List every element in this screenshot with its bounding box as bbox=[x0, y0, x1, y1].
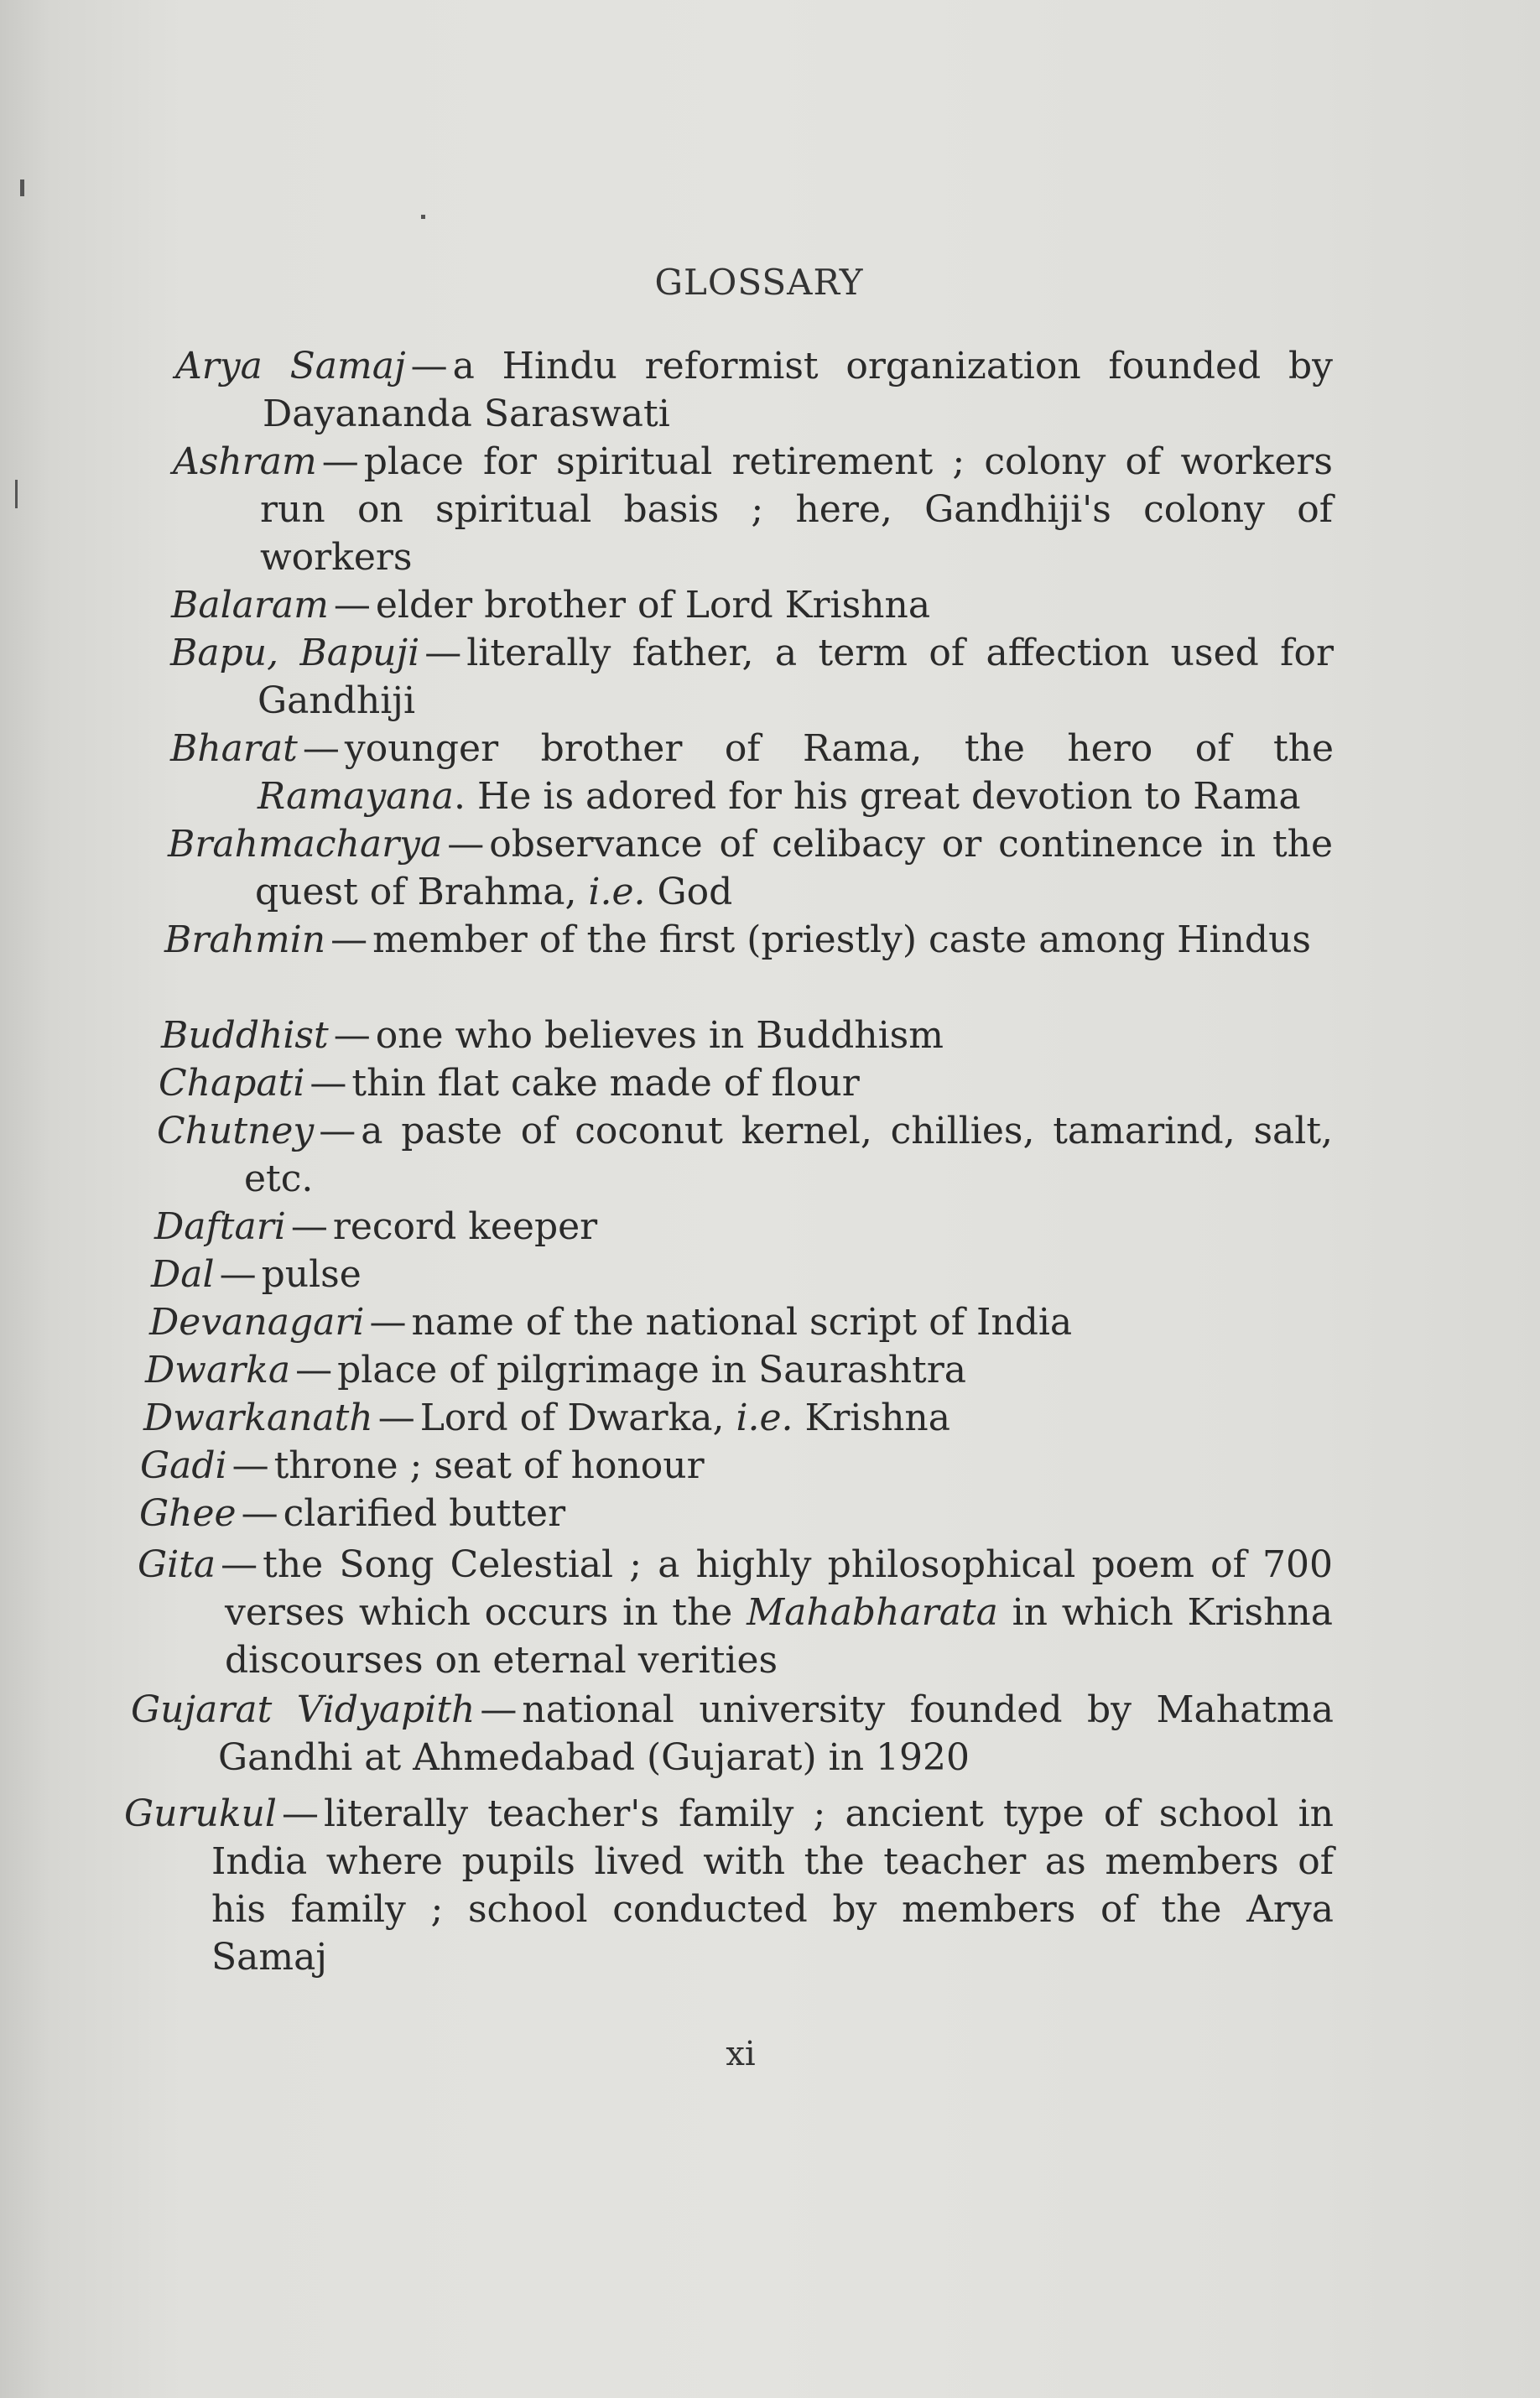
glossary-entry: Chapati — thin flat cake made of flour bbox=[159, 1062, 860, 1105]
glossary-entry: Brahmin — member of the first (priestly) caste among Hindus bbox=[164, 918, 1312, 961]
glossary-definition: place for spiritual retirement ; colony of workers run on spiritual basis ; here, Gandhiji's colony of workers bbox=[260, 440, 1333, 579]
glossary-entry: Balaram — elder brother of Lord Krishna bbox=[171, 584, 931, 627]
glossary-term: Dwarkanath bbox=[143, 1397, 373, 1439]
glossary-entry: Bapu, Bapuji — literally father, a term of affection used for Gandhiji bbox=[170, 632, 1334, 722]
glossary-entry: Brahmacharya — observance of celibacy or continence in the quest of Brahma, i.e. God bbox=[168, 823, 1333, 913]
glossary-definition: place of pilgrimage in Saurashtra bbox=[337, 1349, 966, 1391]
glossary-term: Dwarka bbox=[145, 1349, 291, 1391]
glossary-definition: younger brother of Rama, the hero of the bbox=[344, 727, 1334, 770]
glossary-entry: Ghee — clarified butter bbox=[139, 1492, 566, 1535]
book-title: Ramayana bbox=[258, 775, 454, 818]
glossary-definition: clarified butter bbox=[283, 1492, 566, 1535]
glossary-term: Brahmin bbox=[164, 918, 326, 961]
glossary-term: Ashram bbox=[173, 440, 317, 483]
page-number: xi bbox=[726, 2035, 756, 2073]
margin-speck bbox=[421, 215, 425, 219]
glossary-term: Daftari bbox=[154, 1205, 286, 1248]
glossary-term: Chutney bbox=[157, 1110, 315, 1152]
glossary-term: Gujarat Vidyapith bbox=[131, 1688, 476, 1731]
abbreviation: i.e. bbox=[736, 1397, 793, 1439]
glossary-entry: Chutney — a paste of coconut kernel, chillies, tamarind, salt, etc. bbox=[157, 1110, 1333, 1200]
glossary-definition: God bbox=[645, 871, 733, 913]
glossary-definition: name of the national script of India bbox=[411, 1301, 1073, 1344]
glossary-definition: Lord of Dwarka, bbox=[419, 1397, 736, 1439]
margin-speck bbox=[15, 480, 18, 508]
margin-speck bbox=[20, 179, 24, 196]
glossary-term: Gurukul bbox=[124, 1792, 277, 1835]
glossary-entry: Dal — pulse bbox=[151, 1253, 362, 1296]
glossary-term: Buddhist bbox=[161, 1014, 329, 1057]
glossary-definition: throne ; seat of honour bbox=[273, 1444, 705, 1487]
glossary-definition: thin flat cake made of flour bbox=[351, 1062, 860, 1105]
glossary-entry: Gujarat Vidyapith — national university founded by Mahatma Gandhi at Ahmedabad (Gujarat) in 1920 bbox=[131, 1688, 1334, 1779]
glossary-term: Balaram bbox=[171, 584, 329, 627]
glossary-definition: in which Krishna discourses on eternal verities bbox=[225, 1591, 1334, 1682]
abbreviation: i.e. bbox=[588, 871, 646, 913]
glossary-term: Gadi bbox=[140, 1444, 227, 1487]
glossary-term: Bharat bbox=[170, 727, 298, 770]
glossary-definition: a paste of coconut kernel, chillies, tamarind, salt, etc. bbox=[244, 1110, 1333, 1200]
glossary-definition: . He is adored for his great devotion to Rama bbox=[454, 775, 1301, 818]
glossary-entry: Bharat — younger brother of Rama, the hero of the Ramayana. He is adored for his great devotion to Rama bbox=[170, 727, 1334, 818]
glossary-entry: Dwarkanath — Lord of Dwarka, i.e. Krishna bbox=[143, 1397, 950, 1439]
glossary-definition: Krishna bbox=[793, 1397, 950, 1439]
glossary-entry: Gadi — throne ; seat of honour bbox=[140, 1444, 705, 1487]
glossary-definition: one who believes in Buddhism bbox=[375, 1014, 944, 1057]
glossary-definition: a Hindu reformist organization founded by Dayananda Saraswati bbox=[263, 345, 1334, 435]
book-title: Mahabharata bbox=[747, 1591, 998, 1634]
glossary-term: Chapati bbox=[159, 1062, 305, 1105]
glossary-definition: elder brother of Lord Krishna bbox=[375, 584, 931, 627]
glossary-definition: literally teacher's family ; ancient type of school in India where pupils lived with the teacher as members of his family ; school conducted by members of the Arya Samaj bbox=[211, 1792, 1334, 1979]
glossary-definition: member of the first (priestly) caste among Hindus bbox=[372, 918, 1312, 961]
glossary-term: Bapu, Bapuji bbox=[170, 632, 420, 674]
glossary-term: Devanagari bbox=[149, 1301, 365, 1344]
glossary-definition: national university founded by Mahatma Gandhi at Ahmedabad (Gujarat) in 1920 bbox=[218, 1688, 1334, 1779]
glossary-entry: Buddhist — one who believes in Buddhism bbox=[161, 1014, 944, 1057]
glossary-term: Gita bbox=[138, 1543, 216, 1586]
glossary-entry: Dwarka — place of pilgrimage in Saurashtra bbox=[145, 1349, 966, 1391]
glossary-term: Dal bbox=[151, 1253, 215, 1296]
glossary-entry: Daftari — record keeper bbox=[154, 1205, 598, 1248]
glossary-entry: Devanagari — name of the national script of India bbox=[149, 1301, 1073, 1344]
glossary-definition: observance of celibacy or continence in the quest of Brahma, bbox=[255, 823, 1333, 913]
glossary-definition: pulse bbox=[261, 1253, 362, 1296]
page-title: GLOSSARY bbox=[654, 262, 864, 303]
glossary-definition: literally father, a term of affection used for Gandhiji bbox=[258, 632, 1334, 722]
glossary-definition: record keeper bbox=[332, 1205, 598, 1248]
glossary-entry: Arya Samaj — a Hindu reformist organization founded by Dayananda Saraswati bbox=[175, 345, 1334, 435]
glossary-term: Brahmacharya bbox=[168, 823, 443, 866]
glossary-entry: Gurukul — literally teacher's family ; ancient type of school in India where pupils lived with the teacher as members of his family ; school conducted by members of the Arya Samaj bbox=[124, 1792, 1334, 1979]
glossary-entry: Gita — the Song Celestial ; a highly philosophical poem of 700 verses which occurs in the Mahabharata in which Krishna discourses on eternal verities bbox=[138, 1543, 1334, 1682]
glossary-term: Ghee bbox=[139, 1492, 237, 1535]
glossary-entry: Ashram — place for spiritual retirement ; colony of workers run on spiritual basis ; here, Gandhiji's colony of workers bbox=[173, 440, 1333, 579]
glossary-definition: the Song Celestial ; a highly philosophical poem of 700 verses which occurs in the bbox=[225, 1543, 1333, 1634]
glossary-term: Arya Samaj bbox=[175, 345, 406, 388]
